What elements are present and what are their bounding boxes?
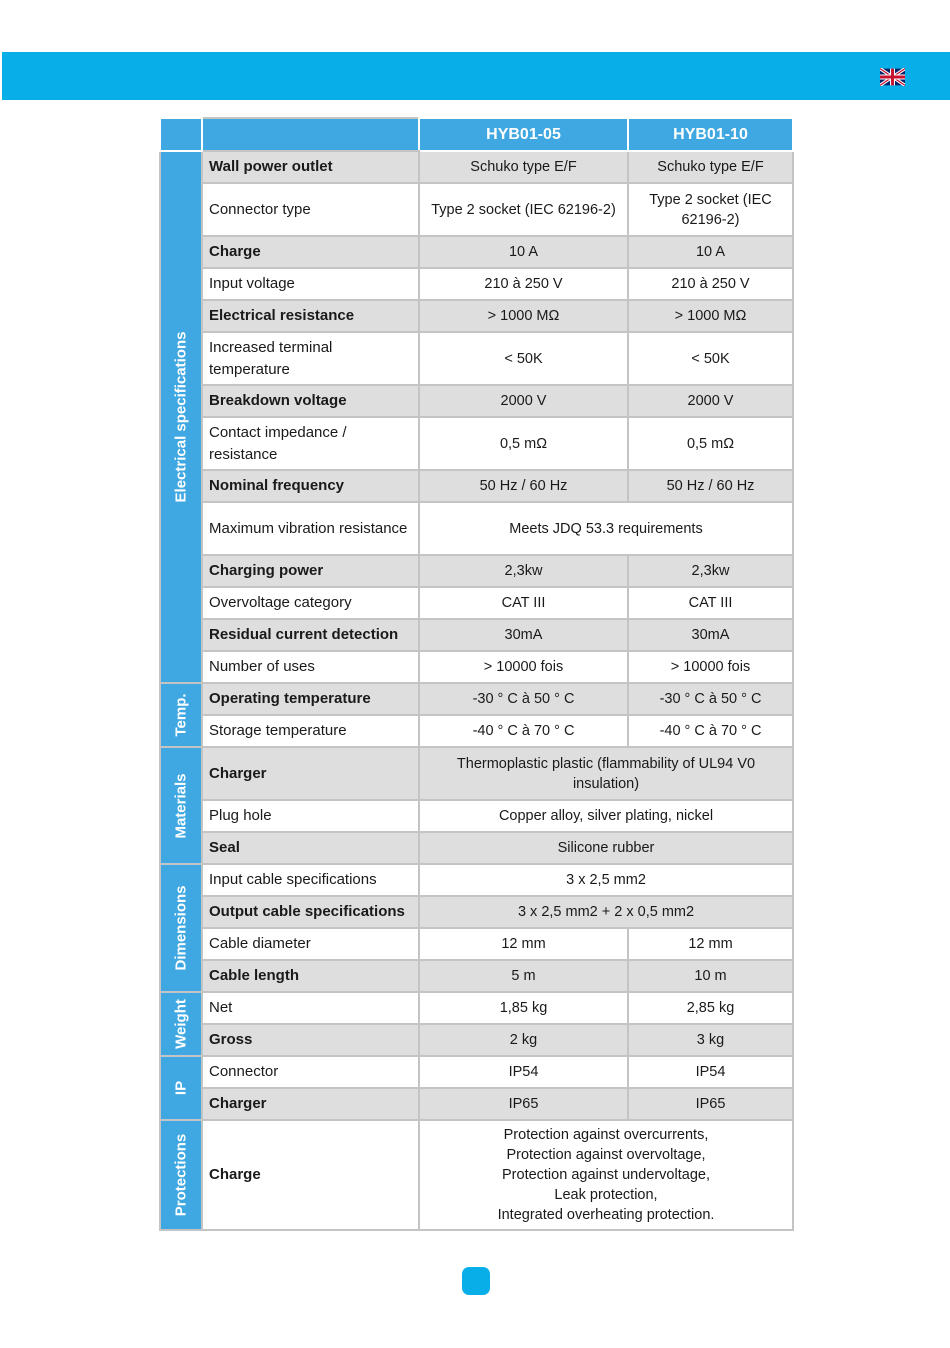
uk-flag-icon[interactable] [880, 68, 905, 86]
table-row [160, 555, 793, 587]
value-hyb01-10: < 50K [628, 332, 793, 385]
table-row [160, 896, 793, 928]
row-label: Connector type [202, 183, 419, 236]
value-hyb01-10: Schuko type E/F [628, 151, 793, 183]
value-merged: Meets JDQ 53.3 requirements [419, 502, 793, 555]
value-hyb01-05: 2,3kw [419, 555, 628, 587]
table-row [160, 587, 793, 619]
value-hyb01-10: CAT III [628, 587, 793, 619]
row-label: Connector [202, 1056, 419, 1088]
table-row [160, 236, 793, 268]
value-hyb01-10: Type 2 socket (IEC 62196-2) [628, 183, 793, 236]
header-model-hyb01-05: HYB01-05 [419, 118, 628, 151]
row-label: Seal [202, 832, 419, 864]
value-hyb01-10: > 1000 MΩ [628, 300, 793, 332]
category-weight [160, 992, 202, 1056]
value-hyb01-05: -30 ° C à 50 ° C [419, 683, 628, 715]
table-row [160, 864, 793, 896]
value-hyb01-10: 10 A [628, 236, 793, 268]
table-row [160, 1056, 793, 1088]
row-label: Cable diameter [202, 928, 419, 960]
table-row [160, 1024, 793, 1056]
value-merged: Protection against overcurrents, Protection against overvoltage, Protection against undervoltage, Leak protection, Integrated overheating protection. [419, 1120, 793, 1230]
category-protections [160, 1120, 202, 1230]
table-row [160, 470, 793, 502]
row-label: Operating temperature [202, 683, 419, 715]
category-temp [160, 683, 202, 747]
value-merged: Thermoplastic plastic (flammability of UL94 V0 insulation) [419, 747, 793, 800]
value-hyb01-05: Type 2 socket (IEC 62196-2) [419, 183, 628, 236]
table-header-row [160, 118, 793, 151]
row-label: Overvoltage category [202, 587, 419, 619]
value-hyb01-10: 2000 V [628, 385, 793, 417]
value-merged: 3 x 2,5 mm2 + 2 x 0,5 mm2 [419, 896, 793, 928]
value-hyb01-05: > 1000 MΩ [419, 300, 628, 332]
specifications-table [159, 117, 794, 1231]
category-ip [160, 1056, 202, 1120]
value-hyb01-05: -40 ° C à 70 ° C [419, 715, 628, 747]
value-hyb01-10: 3 kg [628, 1024, 793, 1056]
row-label: Input cable specifications [202, 864, 419, 896]
value-hyb01-10: 0,5 mΩ [628, 417, 793, 470]
value-hyb01-05: CAT III [419, 587, 628, 619]
value-hyb01-10: IP65 [628, 1088, 793, 1120]
row-label: Net [202, 992, 419, 1024]
value-hyb01-10: IP54 [628, 1056, 793, 1088]
table-row [160, 715, 793, 747]
category-label: Weight [172, 999, 190, 1049]
header-category-cell [160, 118, 202, 151]
table-row [160, 960, 793, 992]
table-row [160, 800, 793, 832]
table-row [160, 651, 793, 683]
table-row [160, 747, 793, 800]
header-bar [2, 52, 950, 100]
value-hyb01-05: 2000 V [419, 385, 628, 417]
category-label: Electrical specifications [172, 331, 190, 503]
row-label: Residual current detection [202, 619, 419, 651]
table-row [160, 151, 793, 183]
value-hyb01-05: 30mA [419, 619, 628, 651]
value-hyb01-10: > 10000 fois [628, 651, 793, 683]
header-label-cell [202, 118, 419, 151]
value-hyb01-10: -40 ° C à 70 ° C [628, 715, 793, 747]
value-hyb01-05: 10 A [419, 236, 628, 268]
row-label: Wall power outlet [202, 151, 419, 183]
table-row [160, 268, 793, 300]
category-materials [160, 747, 202, 864]
row-label: Increased terminal temperature [202, 332, 419, 385]
row-label: Cable length [202, 960, 419, 992]
category-label: Materials [172, 772, 190, 839]
row-label: Input voltage [202, 268, 419, 300]
value-merged: Silicone rubber [419, 832, 793, 864]
header-model-hyb01-10: HYB01-10 [628, 118, 793, 151]
category-label: Temp. [172, 693, 190, 737]
category-label: Dimensions [172, 885, 190, 971]
value-hyb01-05: IP65 [419, 1088, 628, 1120]
row-label: Storage temperature [202, 715, 419, 747]
value-hyb01-05: 2 kg [419, 1024, 628, 1056]
row-label: Electrical resistance [202, 300, 419, 332]
table-row [160, 683, 793, 715]
row-label: Charger [202, 1088, 419, 1120]
row-label: Charge [202, 236, 419, 268]
table-row [160, 332, 793, 385]
table-row [160, 385, 793, 417]
category-electrical [160, 151, 202, 683]
table-row [160, 992, 793, 1024]
table-row [160, 928, 793, 960]
value-hyb01-10: -30 ° C à 50 ° C [628, 683, 793, 715]
value-hyb01-10: 2,85 kg [628, 992, 793, 1024]
table-row [160, 832, 793, 864]
row-label: Charge [202, 1120, 419, 1230]
value-hyb01-05: Schuko type E/F [419, 151, 628, 183]
row-label: Nominal frequency [202, 470, 419, 502]
category-label: IP [172, 1080, 190, 1096]
row-label: Contact impedance / resistance [202, 417, 419, 470]
page-number-badge [462, 1267, 490, 1295]
value-hyb01-05: 12 mm [419, 928, 628, 960]
value-hyb01-10: 12 mm [628, 928, 793, 960]
value-hyb01-10: 2,3kw [628, 555, 793, 587]
table-row [160, 619, 793, 651]
value-hyb01-10: 210 à 250 V [628, 268, 793, 300]
row-label: Charger [202, 747, 419, 800]
row-label: Gross [202, 1024, 419, 1056]
table-row [160, 1120, 793, 1230]
row-label: Charging power [202, 555, 419, 587]
value-hyb01-05: 5 m [419, 960, 628, 992]
row-label: Plug hole [202, 800, 419, 832]
value-merged: 3 x 2,5 mm2 [419, 864, 793, 896]
value-hyb01-05: > 10000 fois [419, 651, 628, 683]
value-hyb01-05: < 50K [419, 332, 628, 385]
table-row [160, 502, 793, 555]
value-hyb01-10: 30mA [628, 619, 793, 651]
value-hyb01-10: 50 Hz / 60 Hz [628, 470, 793, 502]
row-label: Number of uses [202, 651, 419, 683]
category-dimensions [160, 864, 202, 992]
value-hyb01-10: 10 m [628, 960, 793, 992]
row-label: Maximum vibration resistance [202, 502, 419, 555]
table-row [160, 183, 793, 236]
category-label: Protections [172, 1133, 190, 1217]
row-label: Breakdown voltage [202, 385, 419, 417]
table-row [160, 300, 793, 332]
table-row [160, 417, 793, 470]
value-hyb01-05: 0,5 mΩ [419, 417, 628, 470]
row-label: Output cable specifications [202, 896, 419, 928]
value-hyb01-05: 50 Hz / 60 Hz [419, 470, 628, 502]
value-hyb01-05: 210 à 250 V [419, 268, 628, 300]
value-hyb01-05: IP54 [419, 1056, 628, 1088]
value-merged: Copper alloy, silver plating, nickel [419, 800, 793, 832]
table-row [160, 1088, 793, 1120]
value-hyb01-05: 1,85 kg [419, 992, 628, 1024]
